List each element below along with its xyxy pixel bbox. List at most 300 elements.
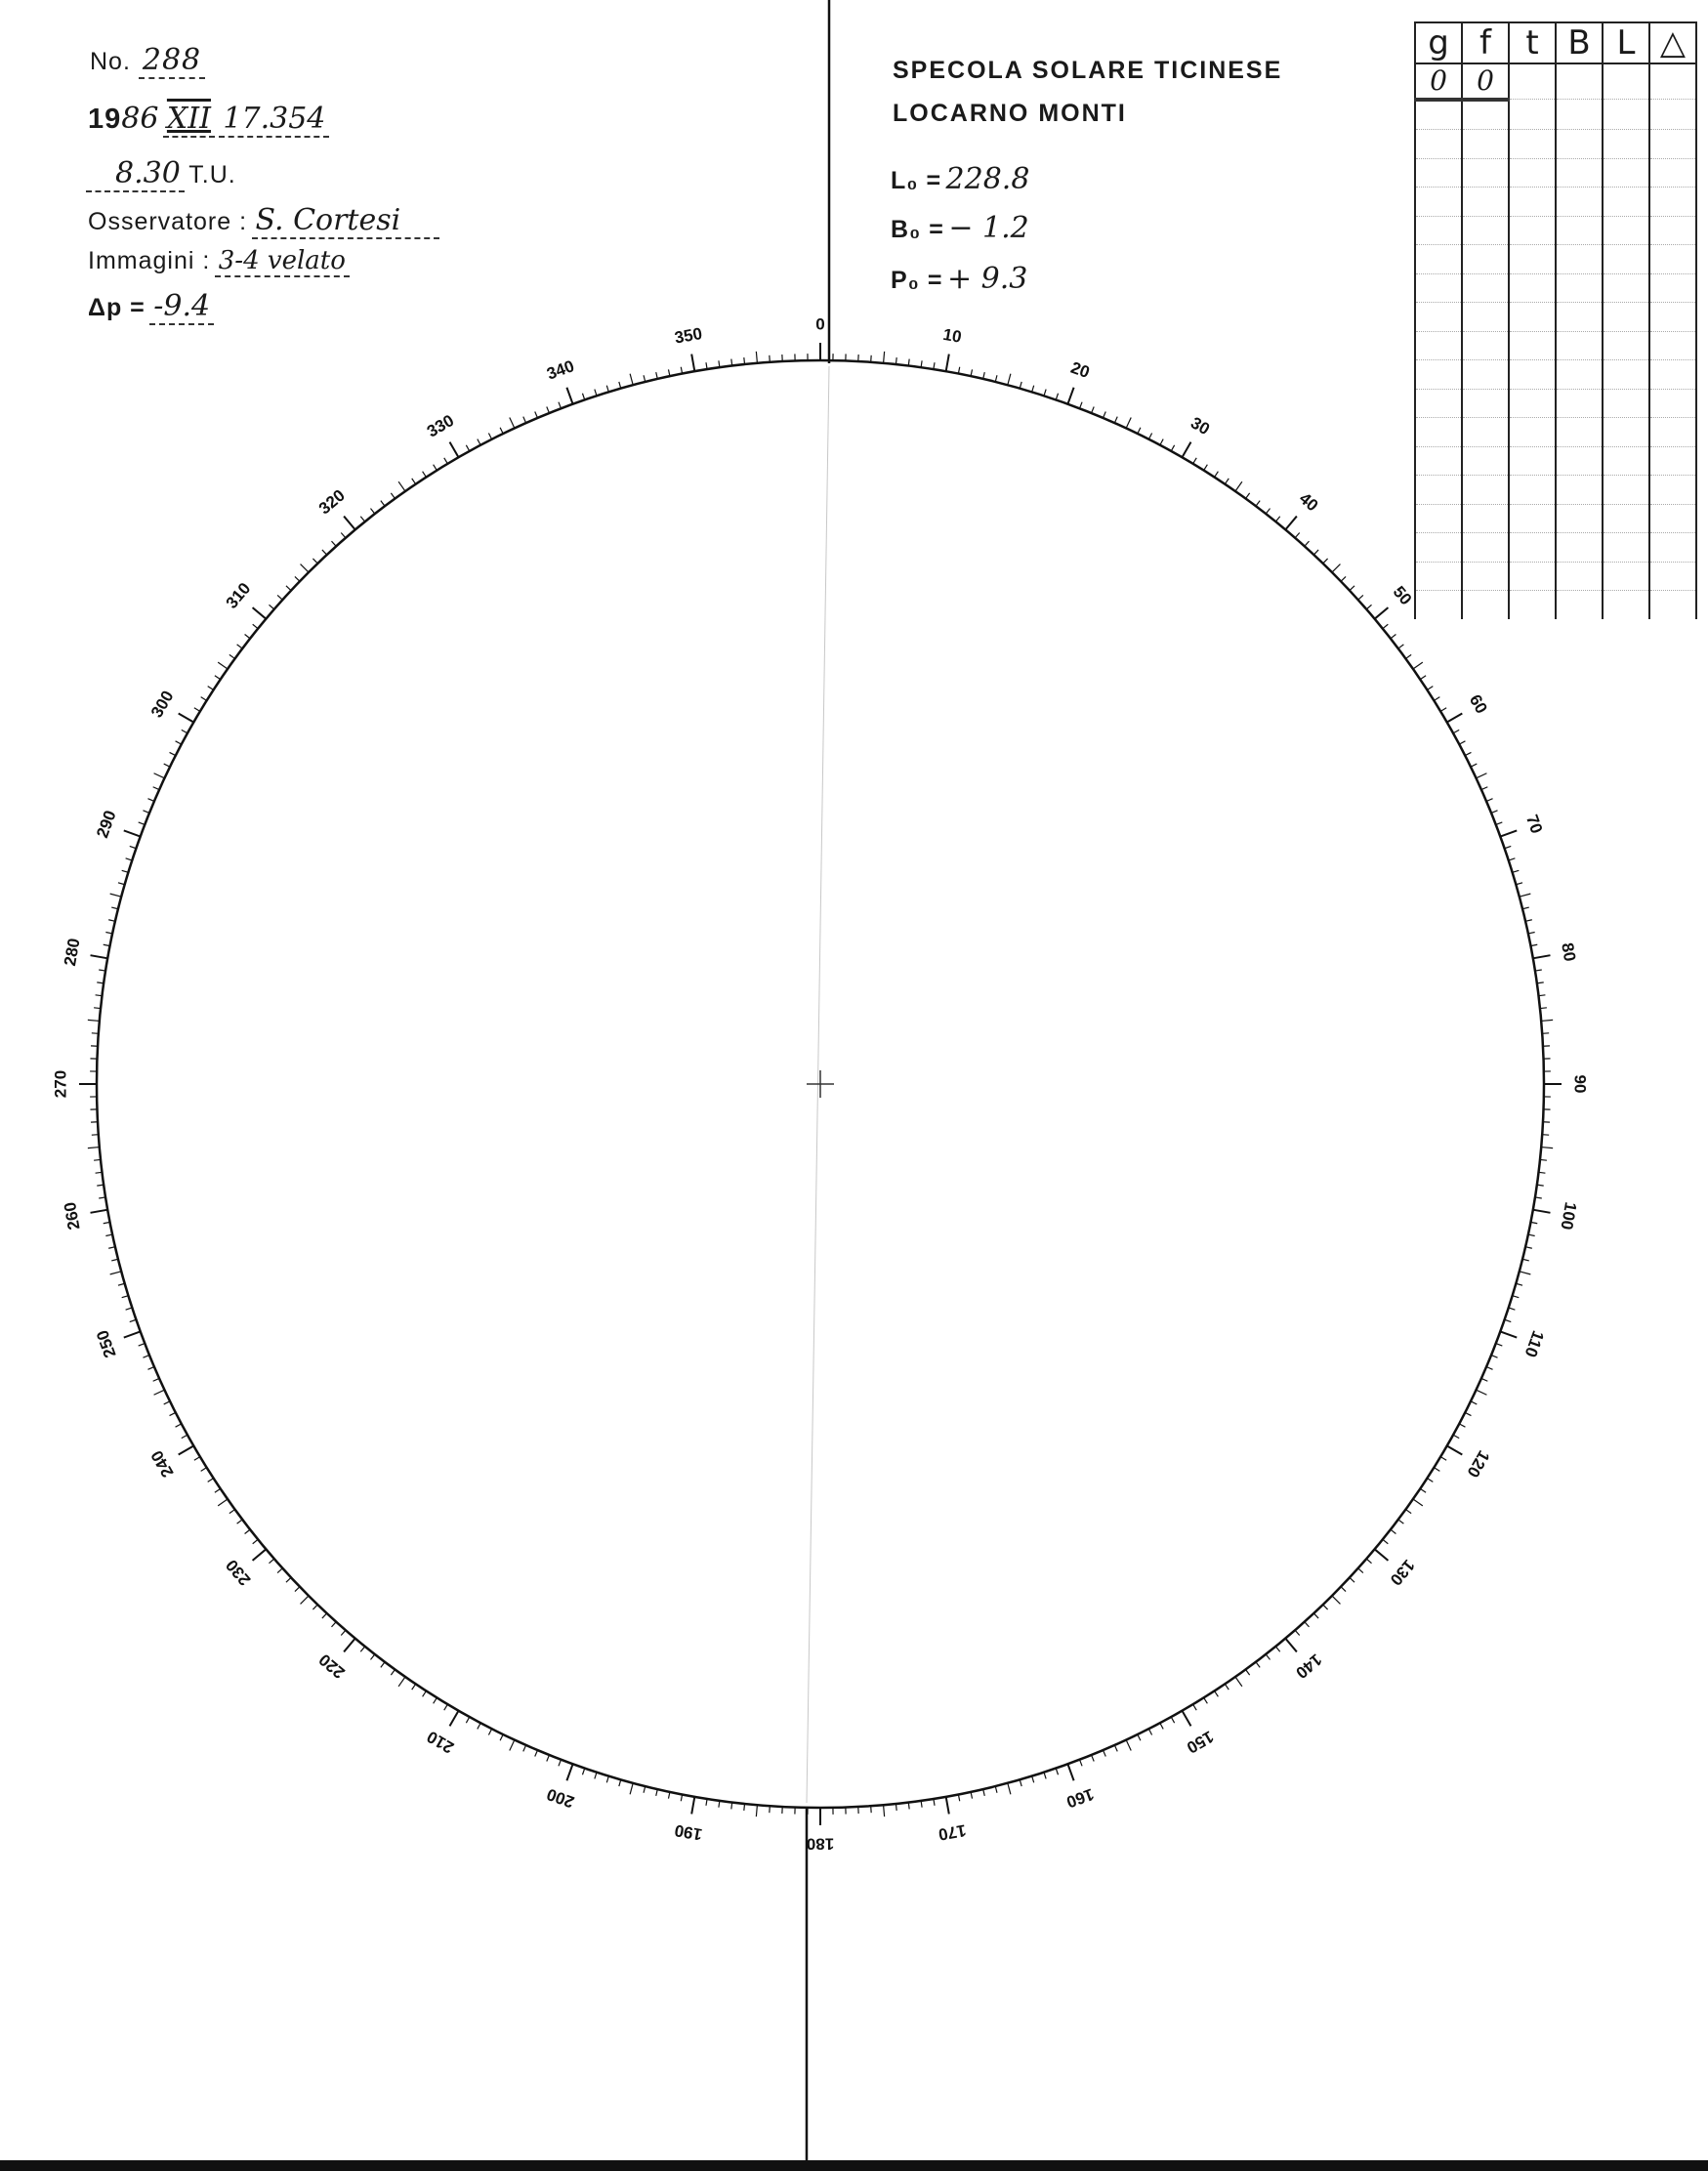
ephemeris-p0-value: + 9.3 [946, 262, 1028, 296]
degree-label: 220 [314, 1649, 349, 1683]
degree-tick [1044, 390, 1046, 397]
degree-tick [1509, 858, 1516, 860]
header-f: f [1462, 22, 1509, 63]
degree-label: 270 [51, 1069, 70, 1099]
degree-tick [1471, 764, 1477, 767]
degree-tick [1350, 1577, 1354, 1582]
date-month: XII [163, 102, 215, 138]
degree-tick [253, 624, 258, 628]
degree-tick [756, 1805, 757, 1816]
degree-tick [176, 1424, 182, 1427]
degree-tick [253, 1539, 258, 1543]
degree-tick [1256, 501, 1260, 507]
degree-tick [1509, 1308, 1516, 1310]
degree-tick [1183, 1711, 1191, 1727]
degree-tick [153, 1378, 159, 1381]
degree-tick [108, 920, 115, 922]
degree-tick [1541, 1020, 1553, 1021]
degree-tick [1305, 1622, 1310, 1627]
ephemeris-l0-label: L₀ = [891, 167, 942, 194]
degree-tick [668, 1792, 669, 1799]
degree-tick [139, 822, 146, 825]
degree-label: 90 [1570, 1074, 1590, 1094]
degree-label: 310 [222, 578, 255, 612]
degree-tick [341, 532, 346, 537]
degree-label: 230 [222, 1556, 255, 1590]
degree-tick [547, 406, 550, 412]
degree-tick [1522, 907, 1529, 909]
degree-tick [1513, 870, 1520, 872]
degree-tick [1341, 1587, 1346, 1592]
degree-tick [164, 1401, 170, 1404]
degree-tick [344, 1639, 355, 1652]
degree-tick [170, 752, 176, 755]
degree-tick [1375, 1549, 1389, 1561]
degree-label: 180 [806, 1834, 835, 1854]
degree-tick [1225, 479, 1229, 484]
degree-tick [691, 1797, 694, 1815]
degree-tick [1533, 1210, 1551, 1213]
degree-tick [322, 550, 327, 555]
degree-tick [744, 1804, 745, 1811]
number-label: No. [90, 48, 131, 75]
degree-tick [1008, 1783, 1011, 1795]
degree-tick [215, 1488, 221, 1492]
degree-tick [91, 1210, 108, 1213]
degree-tick [111, 907, 118, 909]
degree-tick [1235, 481, 1242, 491]
degree-tick [153, 787, 159, 790]
degree-tick [1528, 932, 1535, 933]
degree-tick [1465, 1412, 1471, 1415]
degree-tick [908, 1802, 909, 1809]
degree-tick [301, 1596, 309, 1604]
degree-tick [1148, 434, 1151, 439]
degree-tick [331, 541, 336, 546]
degree-tick [105, 932, 112, 933]
degree-tick [1427, 687, 1433, 690]
degree-tick [510, 418, 515, 429]
degree-tick [154, 1390, 165, 1395]
degree-tick [1160, 1723, 1163, 1729]
degree-tick [1505, 846, 1512, 848]
degree-tick [108, 1247, 115, 1249]
degree-label: 350 [673, 323, 704, 348]
cell-f[interactable]: 0 [1462, 63, 1509, 100]
degree-tick [731, 359, 732, 366]
degree-label: 260 [60, 1200, 84, 1232]
ephemeris-p0-label: P₀ = [891, 267, 943, 294]
degree-tick [88, 1020, 100, 1021]
degree-tick [1383, 1539, 1388, 1543]
degree-tick [110, 1272, 122, 1274]
time-value: 8.30 [86, 156, 185, 192]
degree-tick [1171, 445, 1174, 451]
degree-tick [1500, 830, 1517, 836]
degree-tick [1538, 1172, 1545, 1173]
degree-tick [1525, 1247, 1532, 1249]
header-g: g [1415, 22, 1462, 63]
degree-tick [147, 799, 153, 802]
degree-tick [1341, 576, 1346, 581]
degree-tick [423, 472, 427, 478]
degree-tick [1533, 955, 1551, 958]
degree-tick [1092, 406, 1095, 412]
degree-tick [1092, 1755, 1095, 1761]
degree-tick [286, 586, 291, 591]
degree-tick [595, 390, 597, 397]
degree-tick [731, 1802, 732, 1809]
degree-tick [1486, 1367, 1492, 1370]
degree-tick [179, 1446, 194, 1455]
degree-tick [1285, 1639, 1297, 1652]
observer-value: S. Cortesi [252, 203, 440, 239]
degree-label: 10 [941, 324, 964, 347]
degree-tick [1491, 1356, 1497, 1358]
degree-tick [201, 697, 207, 701]
degree-tick [301, 564, 309, 572]
degree-tick [488, 434, 491, 439]
degree-tick [1486, 799, 1492, 802]
degree-tick [500, 428, 503, 434]
degree-tick [245, 1529, 251, 1533]
degree-tick [1295, 1630, 1300, 1635]
degree-tick [1160, 439, 1163, 445]
degree-tick [500, 1734, 503, 1740]
degree-tick [1496, 1344, 1503, 1347]
degree-tick [1193, 1704, 1197, 1710]
degree-tick [983, 372, 985, 379]
number-value: 288 [139, 43, 205, 79]
degree-tick [215, 676, 221, 680]
degree-tick [908, 359, 909, 366]
degree-tick [312, 559, 317, 564]
degree-tick [398, 1677, 405, 1687]
institution-line2: LOCARNO MONTI [893, 100, 1127, 127]
degree-tick [566, 1764, 572, 1780]
degree-tick [478, 1723, 480, 1729]
degree-tick [434, 1697, 437, 1703]
degree-tick [1080, 402, 1083, 409]
degree-tick [331, 1622, 336, 1627]
degree-tick [884, 1805, 885, 1816]
header-b: B [1556, 22, 1603, 63]
degree-tick [201, 1468, 207, 1472]
degree-tick [370, 509, 374, 515]
degree-tick [269, 1559, 273, 1564]
degree-tick [277, 1568, 282, 1573]
degree-tick [1183, 442, 1191, 458]
degree-tick [1540, 1008, 1547, 1009]
degree-tick [1453, 730, 1459, 732]
degree-tick [237, 1520, 243, 1524]
time-unit: T.U. [188, 161, 236, 188]
degree-tick [208, 687, 214, 690]
degree-tick [1459, 1424, 1465, 1427]
cell-g[interactable]: 0 [1415, 63, 1462, 100]
degree-label: 0 [815, 314, 825, 334]
degree-tick [444, 458, 448, 464]
degree-tick [756, 352, 757, 363]
degree-label: 200 [544, 1784, 577, 1812]
degree-tick [1358, 1568, 1363, 1573]
degree-tick [1491, 811, 1497, 814]
degree-label: 320 [314, 485, 349, 519]
degree-label: 80 [1558, 940, 1580, 963]
degree-tick [535, 1750, 538, 1756]
degree-tick [450, 442, 459, 458]
degree-label: 170 [937, 1820, 968, 1845]
degree-tick [91, 955, 108, 958]
degree-tick [1067, 388, 1073, 404]
degree-tick [1193, 458, 1197, 464]
degree-tick [139, 1344, 146, 1347]
degree-tick [1375, 607, 1389, 619]
degree-tick [983, 1789, 985, 1796]
degree-tick [1447, 714, 1463, 723]
degree-tick [1275, 517, 1279, 522]
degree-tick [130, 1319, 137, 1321]
degree-tick [269, 605, 273, 609]
degree-label: 20 [1067, 357, 1093, 383]
degree-tick [1332, 1596, 1340, 1604]
degree-tick [111, 1259, 118, 1261]
degree-tick [1413, 662, 1423, 669]
degree-tick [1266, 509, 1270, 515]
degree-tick [595, 1773, 597, 1779]
ephemeris-b0-label: B₀ = [891, 216, 944, 243]
degree-tick [154, 773, 165, 778]
degree-tick [423, 1691, 427, 1696]
degree-tick [1032, 386, 1034, 393]
degree-tick [122, 870, 129, 872]
degree-label: 340 [544, 356, 577, 384]
degree-tick [253, 607, 267, 619]
degree-tick [182, 730, 187, 732]
date-year: 86 [121, 102, 159, 136]
degree-tick [1505, 1319, 1512, 1321]
degree-tick [1496, 822, 1503, 825]
degree-tick [995, 1786, 997, 1793]
degree-tick [218, 1499, 228, 1506]
degree-tick [1138, 1734, 1141, 1740]
degree-tick [176, 741, 182, 744]
degree-tick [1215, 472, 1219, 478]
degree-tick [1405, 1510, 1411, 1514]
degree-tick [412, 1684, 416, 1690]
degree-tick [1114, 417, 1117, 423]
degree-tick [1313, 550, 1318, 555]
degree-tick [559, 402, 562, 409]
degree-tick [606, 1776, 608, 1783]
degree-tick [630, 374, 633, 386]
degree-tick [1080, 1760, 1083, 1767]
degree-tick [126, 1308, 133, 1310]
degree-tick [644, 1786, 646, 1793]
center-cross [807, 1070, 834, 1098]
degree-tick [1413, 1499, 1423, 1506]
degree-label: 330 [423, 410, 458, 441]
degree-tick [1305, 541, 1310, 546]
degree-tick [1447, 1446, 1463, 1455]
header-l: L [1603, 22, 1649, 63]
degree-tick [1427, 1479, 1433, 1482]
degree-tick [312, 1605, 317, 1609]
degree-label: 110 [1521, 1327, 1548, 1360]
degree-tick [1453, 1435, 1459, 1438]
degree-tick [1126, 1740, 1131, 1751]
degree-tick [1104, 411, 1106, 417]
degree-tick [1032, 1776, 1034, 1783]
degree-tick [1440, 708, 1446, 712]
degree-tick [124, 1331, 141, 1337]
degree-tick [1275, 1647, 1279, 1651]
degree-tick [995, 375, 997, 382]
degree-tick [510, 1740, 515, 1751]
degree-tick [547, 1755, 550, 1761]
degree-tick [1148, 1729, 1151, 1734]
degree-tick [381, 1662, 385, 1668]
degree-label: 140 [1292, 1649, 1326, 1683]
degree-tick [1440, 1457, 1446, 1461]
degree-tick [1358, 595, 1363, 600]
degree-tick [381, 501, 385, 507]
degree-tick [1477, 1390, 1487, 1395]
degree-tick [434, 465, 437, 471]
degree-tick [182, 1435, 187, 1438]
degree-label: 250 [93, 1327, 120, 1360]
degree-tick [488, 1729, 491, 1734]
degree-tick [341, 1630, 346, 1635]
degree-label: 60 [1465, 691, 1491, 717]
date-day: 17.354 [219, 102, 329, 138]
institution-line1: SPECOLA SOLARE TICINESE [893, 57, 1283, 84]
degree-tick [1366, 605, 1371, 609]
degree-tick [1391, 1529, 1396, 1533]
degree-tick [668, 369, 669, 376]
degree-tick [971, 369, 972, 376]
degree-tick [691, 355, 694, 372]
degree-label: 150 [1183, 1727, 1218, 1758]
degree-tick [1520, 894, 1531, 897]
degree-tick [444, 1704, 448, 1710]
delta-p-label: Δp = [88, 294, 146, 321]
degree-tick [1215, 1691, 1219, 1696]
degree-tick [122, 1296, 129, 1298]
degree-tick [208, 1479, 214, 1482]
degree-label: 240 [146, 1446, 178, 1482]
degree-tick [1420, 676, 1426, 680]
degree-tick [194, 708, 200, 712]
degree-tick [1204, 465, 1208, 471]
degree-tick [1313, 1613, 1318, 1618]
degree-tick [1225, 1684, 1229, 1690]
degree-tick [450, 1711, 459, 1727]
degree-tick [1104, 1750, 1106, 1756]
degree-tick [1522, 1259, 1529, 1261]
degree-tick [1246, 1669, 1250, 1675]
images-label: Immagini : [88, 247, 211, 274]
degree-tick [295, 1587, 300, 1592]
degree-tick [96, 1172, 103, 1173]
degree-tick [277, 595, 282, 600]
degree-tick [143, 1356, 148, 1358]
degree-tick [630, 1783, 633, 1795]
observer-label: Osservatore : [88, 208, 248, 235]
degree-label: 290 [93, 808, 120, 841]
degree-tick [245, 634, 251, 638]
degree-tick [523, 1745, 526, 1751]
degree-tick [582, 1769, 584, 1775]
degree-label: 130 [1386, 1556, 1419, 1590]
degree-tick [94, 1159, 101, 1160]
degree-tick [1477, 773, 1487, 778]
degree-tick [370, 1654, 374, 1660]
degree-tick [124, 830, 141, 836]
degree-tick [559, 1760, 562, 1767]
degree-tick [170, 1412, 176, 1415]
degree-tick [566, 388, 572, 404]
degree-tick [1323, 1605, 1328, 1609]
degree-tick [1114, 1745, 1117, 1751]
degree-tick [606, 386, 608, 393]
degree-tick [1383, 624, 1388, 628]
degree-tick [971, 1792, 972, 1799]
degree-tick [1500, 1331, 1517, 1337]
degree-tick [1481, 1378, 1487, 1381]
degree-tick [1235, 1677, 1242, 1687]
degree-tick [391, 1669, 395, 1675]
degree-tick [946, 355, 949, 372]
degree-tick [744, 357, 745, 364]
degree-tick [147, 1367, 153, 1370]
degree-tick [1520, 1272, 1531, 1274]
degree-tick [1285, 517, 1297, 530]
degree-tick [1398, 1520, 1404, 1524]
degree-tick [1256, 1662, 1260, 1668]
degree-tick [105, 1234, 112, 1235]
degree-tick [1204, 1697, 1208, 1703]
degree-tick [398, 481, 405, 491]
degree-tick [1528, 1234, 1535, 1235]
degree-tick [535, 411, 538, 417]
degree-tick [946, 1797, 949, 1815]
degree-tick [1434, 697, 1439, 701]
degree-tick [1067, 1764, 1073, 1780]
degree-tick [143, 811, 148, 814]
degree-tick [179, 714, 194, 723]
degree-label: 70 [1521, 812, 1547, 837]
degree-tick [1126, 418, 1131, 429]
header-delta: △ [1649, 22, 1696, 63]
degree-tick [1465, 752, 1471, 755]
degree-tick [194, 1457, 200, 1461]
degree-tick [229, 1510, 235, 1514]
degree-label: 100 [1557, 1200, 1581, 1232]
degree-tick [1538, 995, 1545, 996]
degree-tick [582, 394, 584, 400]
degree-tick [1056, 1769, 1058, 1775]
degree-tick [1459, 741, 1465, 744]
degree-tick [656, 1789, 658, 1796]
ephemeris-l0-value: 228.8 [945, 162, 1030, 196]
date-century: 19 [88, 104, 122, 135]
degree-tick [644, 375, 646, 382]
degree-tick [253, 1549, 267, 1561]
degree-tick [126, 858, 133, 860]
degree-label: 120 [1463, 1446, 1494, 1482]
degree-tick [344, 517, 355, 530]
